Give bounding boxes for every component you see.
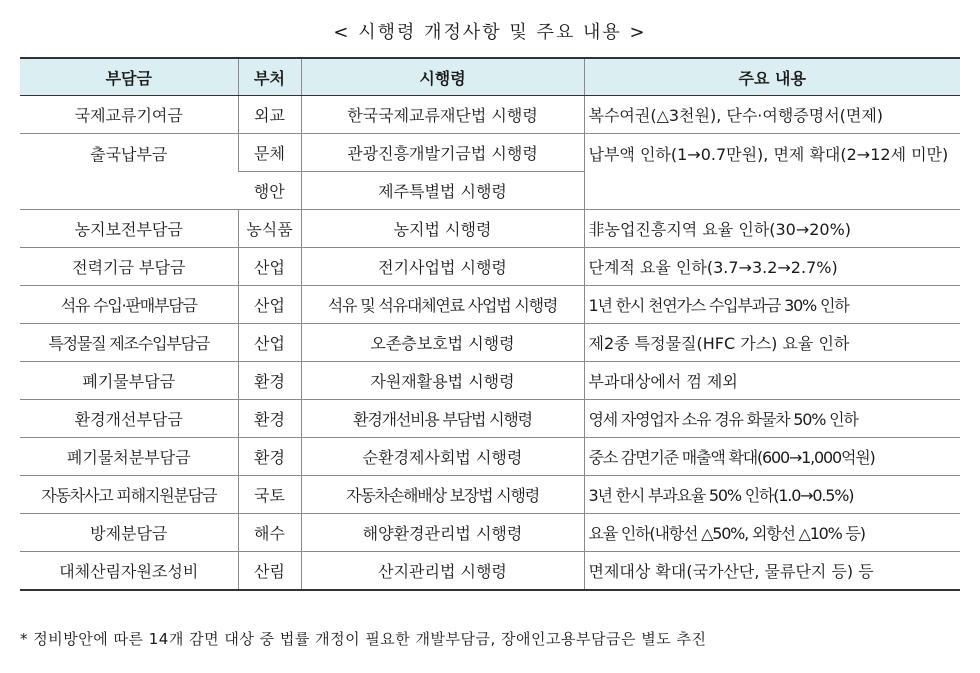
cell-decree: 환경개선비용 부담법 시행령 — [301, 400, 584, 438]
cell-charge: 전력기금 부담금 — [20, 248, 238, 286]
header-content: 주요 내용 — [584, 58, 960, 96]
cell-ministry: 환경 — [238, 438, 301, 476]
cell-charge: 특정물질 제조수입부담금 — [20, 324, 238, 362]
header-decree: 시행령 — [301, 58, 584, 96]
cell-decree: 해양환경관리법 시행령 — [301, 514, 584, 552]
cell-decree: 순환경제사회법 시행령 — [301, 438, 584, 476]
cell-decree: 관광진흥개발기금법 시행령 — [301, 134, 584, 172]
table-row — [20, 286, 960, 324]
cell-charge: 대체산림자원조성비 — [20, 552, 238, 591]
cell-content: 영세 자영업자 소유 경유 화물차 50% 인하 — [584, 400, 960, 438]
cell-ministry: 문체 — [238, 134, 301, 172]
cell-content: 요율 인하(내항선 △50%, 외항선 △10% 등) — [584, 514, 960, 552]
cell-ministry: 산업 — [238, 286, 301, 324]
table-row — [20, 134, 960, 172]
cell-decree: 오존층보호법 시행령 — [301, 324, 584, 362]
cell-ministry: 산업 — [238, 248, 301, 286]
cell-charge: 폐기물부담금 — [20, 362, 238, 400]
table-row — [20, 96, 960, 134]
cell-ministry: 국토 — [238, 476, 301, 514]
table-header-row — [20, 58, 960, 96]
cell-ministry: 환경 — [238, 362, 301, 400]
table-row — [20, 210, 960, 248]
cell-content: 단계적 요율 인하(3.7→3.2→2.7%) — [584, 248, 960, 286]
cell-charge: 자동차사고 피해지원분담금 — [20, 476, 238, 514]
table-row — [20, 514, 960, 552]
cell-decree: 석유 및 석유대체연료 사업법 시행령 — [301, 286, 584, 324]
cell-content: 중소 감면기준 매출액 확대(600→1,000억원) — [584, 438, 960, 476]
cell-ministry: 해수 — [238, 514, 301, 552]
cell-content: 납부액 인하(1→0.7만원), 면제 확대(2→12세 미만) — [584, 134, 960, 210]
cell-charge: 석유 수입·판매부담금 — [20, 286, 238, 324]
cell-ministry: 외교 — [238, 96, 301, 134]
cell-ministry: 산업 — [238, 324, 301, 362]
table-row — [20, 438, 960, 476]
cell-ministry: 농식품 — [238, 210, 301, 248]
cell-decree: 자원재활용법 시행령 — [301, 362, 584, 400]
cell-charge: 국제교류기여금 — [20, 96, 238, 134]
cell-charge: 방제분담금 — [20, 514, 238, 552]
cell-ministry: 환경 — [238, 400, 301, 438]
cell-charge: 폐기물처분부담금 — [20, 438, 238, 476]
cell-content: 1년 한시 천연가스 수입부과금 30% 인하 — [584, 286, 960, 324]
table-row — [20, 552, 960, 591]
header-charge: 부담금 — [20, 58, 238, 96]
table-row — [20, 362, 960, 400]
cell-content: 부과대상에서 껌 제외 — [584, 362, 960, 400]
cell-decree: 산지관리법 시행령 — [301, 552, 584, 591]
table-row — [20, 324, 960, 362]
cell-ministry: 산림 — [238, 552, 301, 591]
cell-charge: 환경개선부담금 — [20, 400, 238, 438]
decree-table — [20, 57, 960, 591]
document-title: < 시행령 개정사항 및 주요 내용 > — [333, 22, 647, 43]
cell-decree: 전기사업법 시행령 — [301, 248, 584, 286]
cell-content: 면제대상 확대(국가산단, 물류단지 등) 등 — [584, 552, 960, 591]
footnote: * 정비방안에 따른 14개 감면 대상 중 법률 개정이 필요한 개발부담금, 장애인고용부담금은 별도 추진 — [20, 630, 707, 648]
cell-decree: 자동차손해배상 보장법 시행령 — [301, 476, 584, 514]
cell-content: 제2종 특정물질(HFC 가스) 요율 인하 — [584, 324, 960, 362]
cell-decree: 농지법 시행령 — [301, 210, 584, 248]
cell-content: 3년 한시 부과요율 50% 인하(1.0→0.5%) — [584, 476, 960, 514]
cell-charge: 출국납부금 — [20, 134, 238, 210]
table-row — [20, 400, 960, 438]
cell-decree: 제주특별법 시행령 — [301, 172, 584, 210]
table-row — [20, 248, 960, 286]
cell-content: 非농업진흥지역 요율 인하(30→20%) — [584, 210, 960, 248]
header-ministry: 부처 — [238, 58, 301, 96]
cell-content: 복수여권(△3천원), 단수·여행증명서(면제) — [584, 96, 960, 134]
cell-decree: 한국국제교류재단법 시행령 — [301, 96, 584, 134]
table-row — [20, 476, 960, 514]
cell-charge: 농지보전부담금 — [20, 210, 238, 248]
cell-ministry: 행안 — [238, 172, 301, 210]
